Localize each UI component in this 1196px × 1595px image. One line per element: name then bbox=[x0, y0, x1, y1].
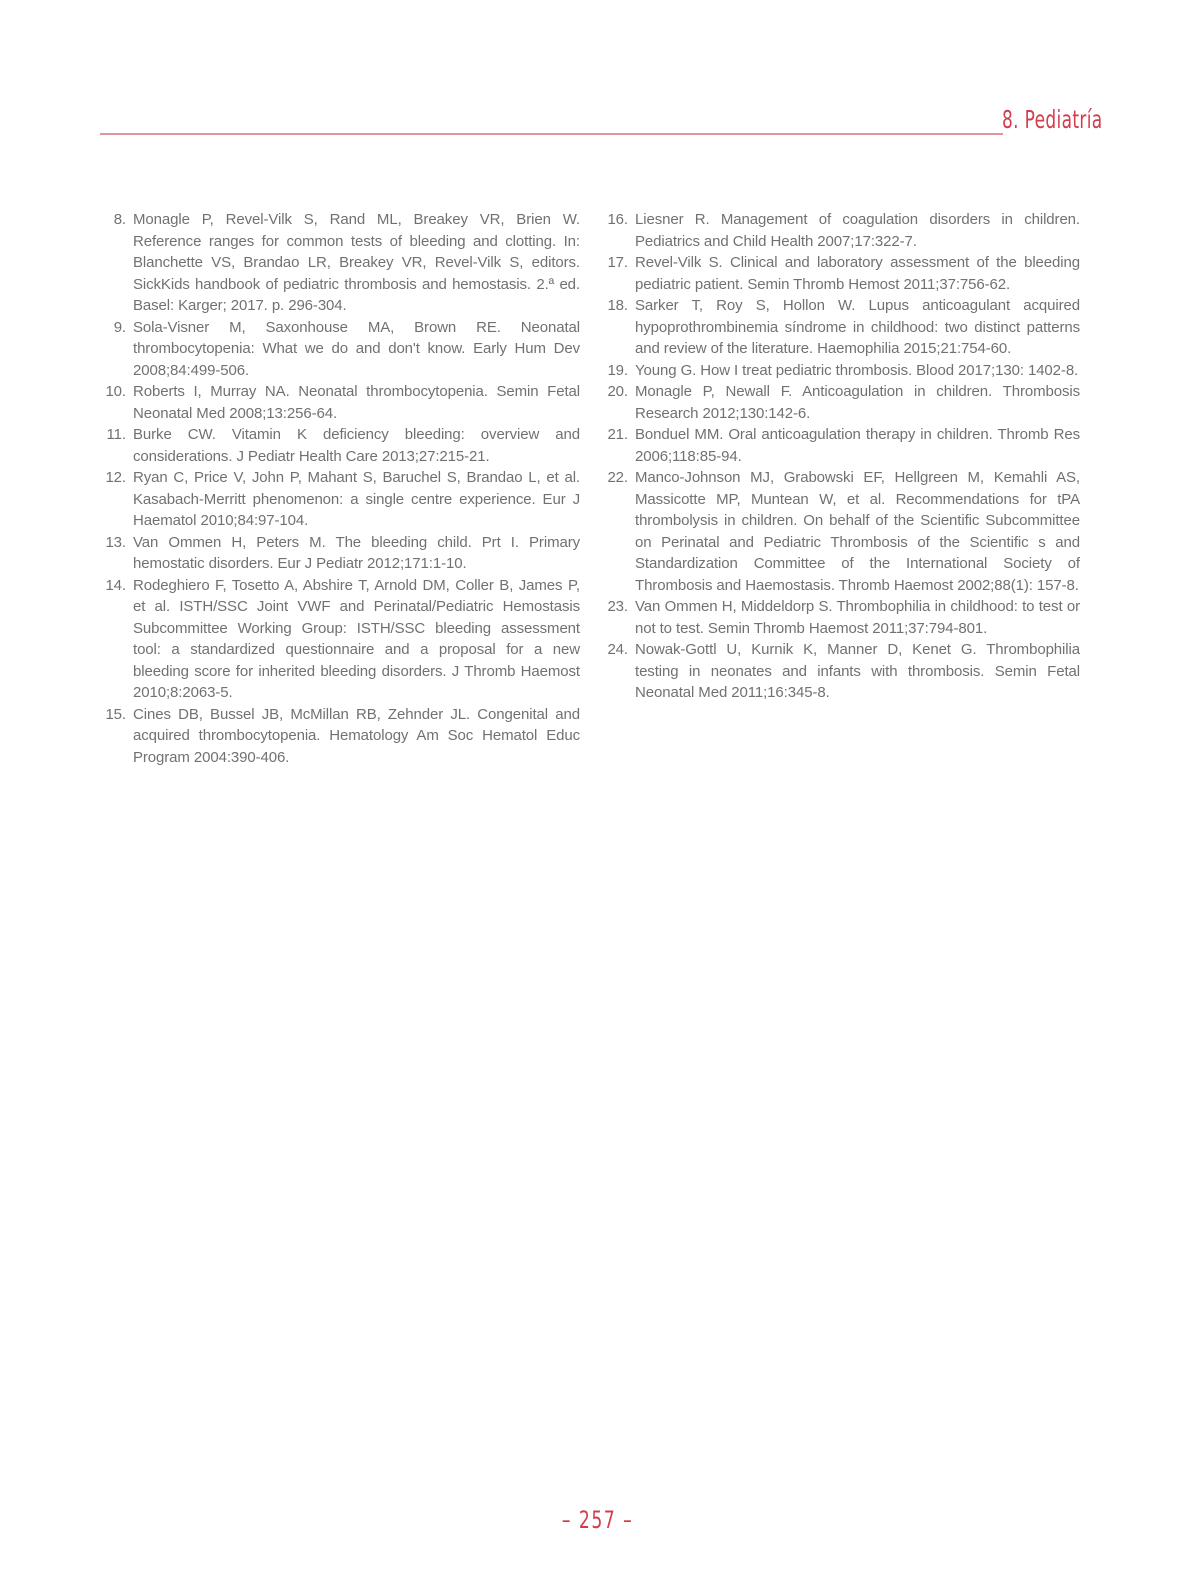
reference-item bbox=[100, 532, 580, 575]
reference-number: 20. bbox=[607, 383, 628, 400]
header-rule-line bbox=[100, 133, 1003, 135]
reference-item bbox=[602, 360, 1080, 382]
reference-item bbox=[602, 424, 1080, 467]
reference-text: Nowak-Gottl U, Kurnik K, Manner D, Kenet G. Thrombophilia testing in neonates and infants with thrombosis. Semin Fetal Neonatal Med 2011;16:345-8. bbox=[635, 641, 1080, 701]
reference-number: 23. bbox=[607, 598, 628, 615]
reference-text: Young G. How I treat pediatric thrombosis. Blood 2017;130: 1402-8. bbox=[635, 361, 1079, 379]
reference-text: Bonduel MM. Oral anticoagulation therapy in children. Thromb Res 2006;118:85-94. bbox=[635, 426, 1080, 465]
reference-number: 8. bbox=[113, 211, 126, 228]
page-footer bbox=[0, 1506, 1196, 1534]
reference-text: Monagle P, Revel-Vilk S, Rand ML, Breakey VR, Brien W. Reference ranges for common tests of bleeding and clotting. In: Blanchette VS, Brandao LR, Breakey VR, Revel-Vilk S, editors. SickKids handbook of pediatric thrombosis and hemostasis. 2.ª ed. Basel: Karger; 2017. p. 296-304. bbox=[133, 211, 580, 314]
reference-text: Liesner R. Management of coagulation disorders in children. Pediatrics and Child Health 2007;17:322-7. bbox=[635, 211, 1080, 250]
reference-item bbox=[100, 467, 580, 532]
reference-item bbox=[602, 467, 1080, 596]
reference-item bbox=[602, 252, 1080, 295]
reference-item bbox=[602, 639, 1080, 704]
reference-text: Ryan C, Price V, John P, Mahant S, Baruchel S, Brandao L, et al. Kasabach-Merritt phenomenon: a single centre experience. Eur J Haematol 2010;84:97-104. bbox=[133, 469, 580, 529]
reference-item bbox=[100, 209, 580, 317]
reference-number: 24. bbox=[607, 641, 628, 658]
reference-item bbox=[100, 575, 580, 704]
reference-text: Rodeghiero F, Tosetto A, Abshire T, Arnold DM, Coller B, James P, et al. ISTH/SSC Joint VWF and Perinatal/Pediatric Hemostasis Subcommittee Working Group: ISTH/SSC bleeding assessment tool: a standardized questionnaire and a proposal for a new bleeding score for inherited bleeding disorders. J Thromb Haemost 2010;8:2063-5. bbox=[133, 576, 580, 701]
reference-text: Revel-Vilk S. Clinical and laboratory assessment of the bleeding pediatric patient. Semin Thromb Hemost 2011;37:756-62. bbox=[635, 254, 1080, 293]
reference-number: 15. bbox=[105, 705, 126, 723]
reference-text: Cines DB, Bussel JB, McMillan RB, Zehnder JL. Congenital and acquired thrombocytopenia. Hematology Am Soc Hematol Educ Program 2004:390-406. bbox=[133, 705, 580, 766]
reference-text: Roberts I, Murray NA. Neonatal thrombocytopenia. Semin Fetal Neonatal Med 2008;13:256-64. bbox=[133, 383, 580, 422]
reference-item bbox=[602, 596, 1080, 639]
references-left-column bbox=[100, 209, 580, 768]
reference-text: Sola-Visner M, Saxonhouse MA, Brown RE. Neonatal thrombocytopenia: What we do and don't know. Early Hum Dev 2008;84:499-506. bbox=[133, 318, 580, 379]
page-number: – 257 – bbox=[562, 1506, 634, 1534]
reference-number: 19. bbox=[607, 361, 628, 379]
reference-number: 22. bbox=[607, 469, 628, 486]
reference-number: 16. bbox=[607, 211, 628, 228]
reference-number: 11. bbox=[106, 426, 126, 443]
reference-item bbox=[100, 317, 580, 382]
reference-text: Manco-Johnson MJ, Grabowski EF, Hellgreen M, Kemahli AS, Massicotte MP, Muntean W, et al. Recommendations for tPA thrombolysis in children. On behalf of the Scientific Subcommittee on Perinatal and Pediatric Thrombosis of the Scientific s and Standardization Committee of the International Society of Thrombosis and Haemostasis. Thromb Haemost 2002;88(1): 157-8. bbox=[635, 469, 1080, 594]
reference-number: 9. bbox=[113, 318, 126, 336]
references-right-column bbox=[602, 209, 1080, 768]
reference-number: 18. bbox=[607, 297, 628, 314]
reference-item bbox=[100, 424, 580, 467]
reference-item bbox=[100, 704, 580, 769]
reference-number: 13. bbox=[105, 533, 126, 551]
reference-number: 17. bbox=[607, 254, 628, 271]
reference-item bbox=[100, 381, 580, 424]
reference-item bbox=[602, 381, 1080, 424]
reference-number: 10. bbox=[105, 383, 126, 400]
reference-text: Van Ommen H, Middeldorp S. Thrombophilia in childhood: to test or not to test. Semin Thromb Haemost 2011;37:794-801. bbox=[635, 598, 1080, 637]
reference-item bbox=[602, 209, 1080, 252]
reference-number: 14. bbox=[105, 576, 126, 594]
reference-number: 21. bbox=[607, 426, 628, 443]
reference-text: Burke CW. Vitamin K deficiency bleeding: overview and considerations. J Pediatr Health Care 2013;27:215-21. bbox=[133, 426, 580, 465]
reference-number: 12. bbox=[105, 469, 126, 486]
reference-item bbox=[602, 295, 1080, 360]
reference-text: Monagle P, Newall F. Anticoagulation in children. Thrombosis Research 2012;130:142-6. bbox=[635, 383, 1080, 422]
reference-list bbox=[100, 209, 1080, 768]
reference-text: Sarker T, Roy S, Hollon W. Lupus anticoagulant acquired hypoprothrombinemia síndrome in childhood: two distinct patterns and review of the literature. Haemophilia 2015;21:754-60. bbox=[635, 297, 1080, 357]
reference-text: Van Ommen H, Peters M. The bleeding child. Prt I. Primary hemostatic disorders. Eur J Pediatr 2012;171:1-10. bbox=[133, 533, 580, 572]
chapter-title: 8. Pediatría bbox=[1002, 105, 1103, 134]
